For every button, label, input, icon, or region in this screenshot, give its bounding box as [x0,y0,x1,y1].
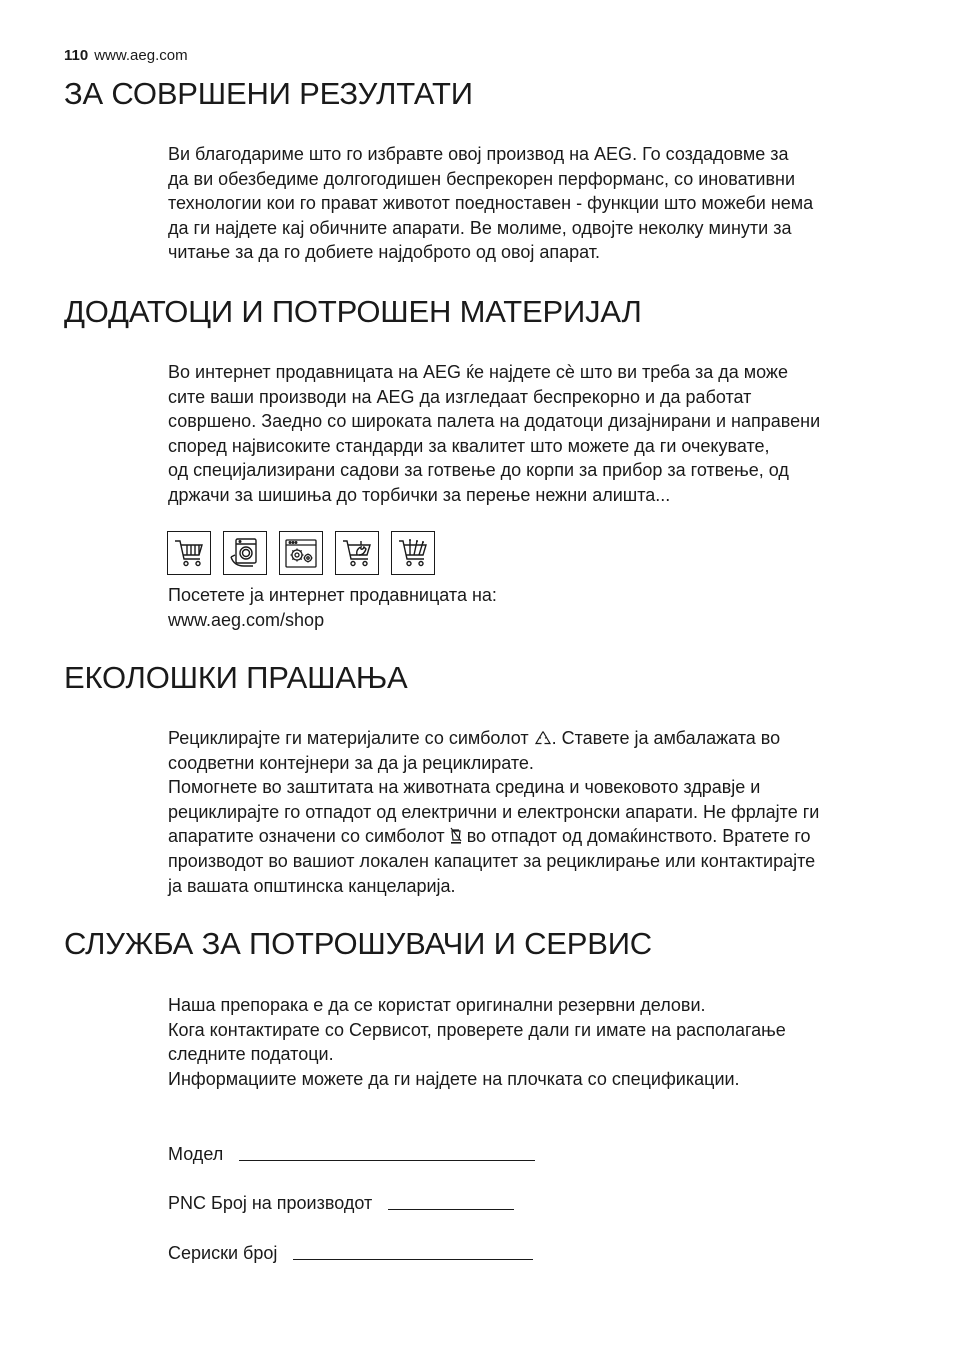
text-fragment: во отпадот од домаќинството. Вратете го [461,826,811,847]
text-line: технологии кои го прават животот поедноставен - функции што можеби нема [168,193,814,214]
model-blank[interactable] [239,1142,535,1161]
text-line: Наша препорака е да се користат оригинални резервни делови. [168,995,706,1015]
oven-settings-icon [279,531,323,575]
serial-label: Сериски број [168,1243,278,1263]
page-number: 110 [64,47,89,64]
text-line: Посетете ја интернет продавницата на: [168,585,497,605]
section-title-accessories: ДОДАТОЦИ И ПОТРОШЕН МАТЕРИЈАЛ [64,294,642,329]
text-line: да ги најдете кај обичните апарати. Ве молиме, одвојте неколку минути за [168,217,792,238]
text-line: држачи за шишиња до торбички за перење нежни алишта... [168,484,671,505]
shop-url-link[interactable]: www.aeg.com/shop [168,609,325,630]
serial-field[interactable] [168,1241,533,1264]
crossed-bin-icon [450,827,462,844]
model-label: Модел [168,1144,224,1164]
pnc-blank[interactable] [388,1191,514,1210]
text-line: следните податоци. [168,1044,334,1065]
model-field[interactable] [168,1142,535,1165]
shop-visit-text [168,583,916,632]
serial-blank[interactable] [293,1241,533,1260]
text-line [168,824,916,849]
cart-accessories-icon [391,531,435,575]
text-fragment: . Ставете ја амбалажата во [551,728,781,748]
cart-cleaning-icon [335,531,379,575]
text-line: производот во вашиот локален капацитет за рециклирање или контактирајте [168,850,816,871]
text-line: според највисоките стандарди за квалитет што можете да ги очекувате, [168,435,770,456]
text-line: совршено. Заедно со широката палета на додатоци дизајнирани и направени [168,411,821,432]
text-line: рециклирајте го отпадот од електрични и електронски апарати. Не фрлајте ги [168,801,820,822]
section-title-environment: ЕКОЛОШКИ ПРАШАЊА [64,660,408,695]
text-line: сите ваши производи на AEG да изгледаат беспрекорно и да работат [168,386,752,407]
text-line: Ви благодариме што го избравте овој производ на AEG. Го создадовме за [168,144,789,164]
text-line: од специјализирани садови за готвење до корпи за прибор за готвење, од [168,460,789,481]
text-fragment: Рециклирајте ги материјалите со симболот [168,728,534,748]
shop-icon-row [167,531,435,575]
text-line: Информациите можете да ги најдете на плочката со спецификации. [168,1068,740,1089]
text-line [168,726,916,751]
text-line: соодветни контејнери за да ја рециклирате. [168,752,534,773]
pnc-label: PNC Број на производот [168,1193,373,1213]
intro-paragraph [168,142,916,265]
text-line: читање за да го добиете најдоброто од овој апарат. [168,242,601,263]
text-line: да ви обезбедиме долгогодишен беспрекорен перформанс, со иновативни [168,168,796,189]
text-line: Кога контактирате со Сервисот, проверете дали ги имате на располагање [168,1019,786,1040]
environment-paragraph [168,726,916,898]
text-fragment: апаратите означени со симболот [168,826,450,847]
shopping-cart-icon [167,531,211,575]
text-line: ја вашата општинска канцеларија. [168,875,456,896]
page-header [64,47,188,64]
site-url: www.aeg.com [94,47,188,64]
text-line: Во интернет продавницата на AEG ќе најдете сѐ што ви треба за да може [168,362,788,382]
recycle-icon [534,730,552,746]
text-line: Помогнете во заштитата на животната средина и човековото здравје и [168,777,761,798]
washing-machine-icon [223,531,267,575]
section-title-customer-service: СЛУЖБА ЗА ПОТРОШУВАЧИ И СЕРВИС [64,926,652,961]
section-title-perfect-results: ЗА СОВРШЕНИ РЕЗУЛТАТИ [64,76,473,111]
accessories-paragraph [168,360,916,508]
pnc-field[interactable] [168,1191,514,1214]
service-paragraph [168,993,916,1091]
